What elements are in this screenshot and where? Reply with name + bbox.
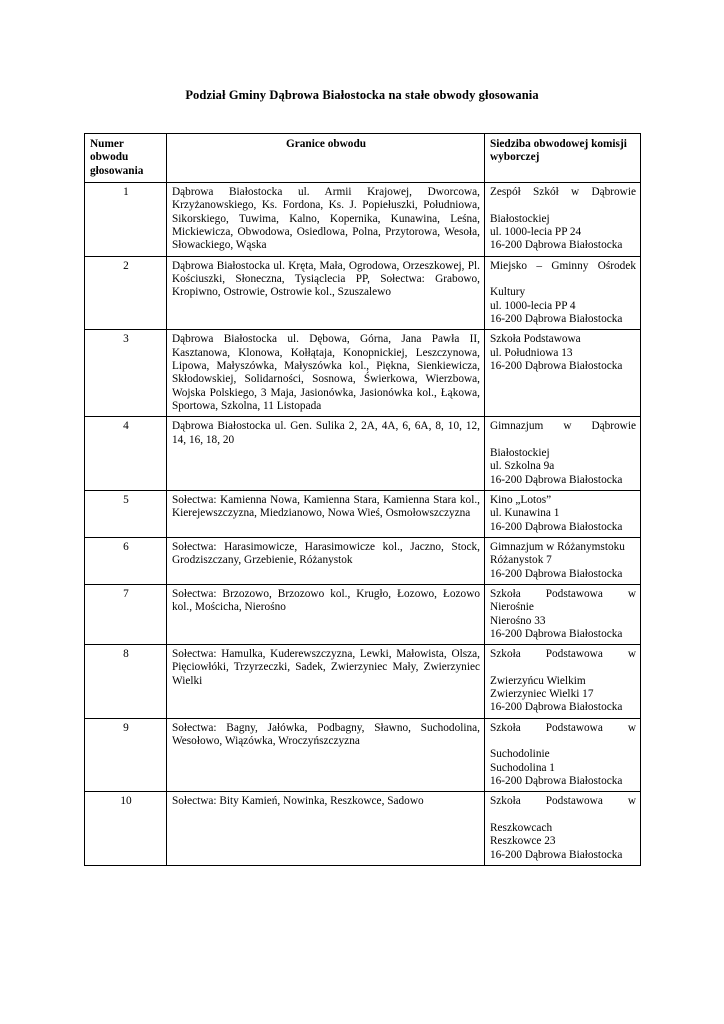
table-row: [85, 645, 641, 719]
seat-line: Szkoła Podstawowa: [490, 333, 581, 346]
seat-line: Szkoła Podstawowa w: [490, 721, 636, 734]
seat-line: Gimnazjum w Dąbrowie: [490, 420, 636, 433]
seat-line: Reszkowcach: [490, 822, 553, 835]
seat-line: Miejsko – Gminny Ośrodek: [490, 259, 636, 272]
column-header-number: [85, 134, 167, 183]
seat-line: 16-200 Dąbrowa Białostocka: [490, 312, 623, 325]
seat-line: ul. Szkolna 9a: [490, 460, 555, 473]
district-bounds: Sołectwa: Bity Kamień, Nowinka, Reszkowce, Sadowo: [167, 792, 485, 866]
table-row: [85, 182, 641, 256]
district-seat: [485, 718, 641, 792]
district-seat: [485, 490, 641, 537]
seat-line: 16-200 Dąbrowa Białostocka: [490, 567, 623, 580]
seat-line: Nierośno 33: [490, 614, 546, 627]
district-seat: [485, 584, 641, 644]
district-number: 10: [85, 792, 167, 866]
district-bounds: Sołectwa: Bagny, Jałówka, Podbagny, Sławno, Suchodolina, Wesołowo, Wiązówka, Wroczyńszczyzna: [167, 718, 485, 792]
seat-line: 16-200 Dąbrowa Białostocka: [490, 359, 623, 372]
seat-line: Białostockiej: [490, 446, 550, 459]
seat-line: Zwierzyńcu Wielkim: [490, 674, 586, 687]
seat-line: Reszkowce 23: [490, 835, 556, 848]
district-bounds: Dąbrowa Białostocka ul. Kręta, Mała, Ogrodowa, Orzeszkowej, Pl. Kościuszki, Słoneczna, Tysiąclecia PP, Sołectwa: Grabowo, Kropiwno, Ostrowie, Ostrowie kol., Szuszalewo: [167, 256, 485, 330]
seat-line: Białostockiej: [490, 212, 550, 225]
table-row: [85, 490, 641, 537]
district-seat: [485, 417, 641, 491]
district-seat: [485, 537, 641, 584]
district-seat: [485, 182, 641, 256]
table-header-row: [85, 134, 641, 183]
seat-line: ul. Kunawina 1: [490, 507, 560, 520]
district-number: 6: [85, 537, 167, 584]
seat-line: Kino „Lotos”: [490, 493, 552, 506]
seat-line: Szkoła Podstawowa w Nierośnie: [490, 587, 636, 614]
seat-line: ul. 1000-lecia PP 24: [490, 225, 582, 238]
column-header-number-line-2: obwodu: [90, 151, 129, 164]
column-header-seat-line-1: Siedziba obwodowej: [490, 138, 589, 150]
voting-districts-table: [84, 133, 641, 866]
seat-line: ul. Południowa 13: [490, 346, 573, 359]
district-bounds: Sołectwa: Kamienna Nowa, Kamienna Stara, Kamienna Stara kol., Kierejewszczyzna, Miedzianowo, Nowa Wieś, Osmołowszczyzna: [167, 490, 485, 537]
table-row: [85, 330, 641, 417]
seat-line: 16-200 Dąbrowa Białostocka: [490, 775, 623, 788]
district-number: 9: [85, 718, 167, 792]
column-header-number-line-1: Numer: [90, 138, 124, 150]
page-title: Podział Gminy Dąbrowa Białostocka na stałe obwody głosowania: [185, 88, 539, 102]
district-bounds: Sołectwa: Harasimowicze, Harasimowicze kol., Jaczno, Stock, Grodziszczany, Grzebienie, Różanystok: [167, 537, 485, 584]
table-body: [85, 182, 641, 865]
table-row: [85, 417, 641, 491]
seat-line: Kultury: [490, 286, 526, 299]
district-bounds: Dąbrowa Białostocka ul. Gen. Sulika 2, 2A, 4A, 6, 6A, 8, 10, 12, 14, 16, 18, 20: [167, 417, 485, 491]
seat-line: 16-200 Dąbrowa Białostocka: [490, 848, 623, 861]
district-seat: [485, 645, 641, 719]
seat-line: Suchodolina 1: [490, 761, 555, 774]
seat-line: Suchodolinie: [490, 748, 550, 761]
seat-line: Szkoła Podstawowa w: [490, 648, 636, 661]
table-row: [85, 537, 641, 584]
column-header-seat: [485, 134, 641, 183]
table-row: [85, 718, 641, 792]
seat-line: 16-200 Dąbrowa Białostocka: [490, 520, 623, 533]
table-row: [85, 584, 641, 644]
seat-line: Gimnazjum w Różanymstoku: [490, 540, 625, 553]
district-seat: [485, 256, 641, 330]
table-row: [85, 792, 641, 866]
district-seat: [485, 792, 641, 866]
district-seat: [485, 330, 641, 417]
district-bounds: Sołectwa: Hamulka, Kuderewszczyzna, Lewki, Małowista, Olsza, Pięciowłóki, Trzyrzeczki, Sadek, Zwierzyniec Mały, Zwierzyniec Wielki: [167, 645, 485, 719]
seat-line: 16-200 Dąbrowa Białostocka: [490, 627, 623, 640]
seat-line: Różanystok 7: [490, 554, 552, 567]
district-number: 7: [85, 584, 167, 644]
column-header-number-line-3: głosowania: [90, 164, 144, 177]
column-header-bounds: Granice obwodu: [167, 134, 485, 183]
district-bounds: Dąbrowa Białostocka ul. Dębowa, Górna, Jana Pawła II, Kasztanowa, Klonowa, Kołłątaja, Konopnickiej, Leszczynowa, Lipowa, Małyszówka, Małyszówka kol., Piękna, Sienkiewicza, Skłodowskiej, Solidarności, Sosnowa, Świerkowa, Wierzbowa, Wojska Polskiego, 3 Maja, Jasionówka, Jasionówka kol., Łąkowa, Sportowa, Szkolna, 11 Listopada: [167, 330, 485, 417]
district-number: 5: [85, 490, 167, 537]
district-bounds: Sołectwa: Brzozowo, Brzozowo kol., Krugło, Łozowo, Łozowo kol., Mościcha, Nierośno: [167, 584, 485, 644]
seat-line: Zwierzyniec Wielki 17: [490, 688, 594, 701]
seat-line: ul. 1000-lecia PP 4: [490, 299, 576, 312]
seat-line: 16-200 Dąbrowa Białostocka: [490, 473, 623, 486]
seat-line: 16-200 Dąbrowa Białostocka: [490, 239, 623, 252]
seat-line: Szkoła Podstawowa w: [490, 795, 636, 808]
district-bounds: Dąbrowa Białostocka ul. Armii Krajowej, Dworcowa, Krzyżanowskiego, Ks. Fordona, Ks. J. Popiełuszki, Południowa, Sikorskiego, Tuwima, Kalno, Kopernika, Kunawina, Leśna, Mickiewicza, Obwodowa, Osiedlowa, Polna, Przytorowa, Wesoła, Słowackiego, Wąska: [167, 182, 485, 256]
column-header-seat-line-2: komisji wyborczej: [490, 138, 627, 164]
district-number: 3: [85, 330, 167, 417]
district-number: 4: [85, 417, 167, 491]
seat-line: 16-200 Dąbrowa Białostocka: [490, 701, 623, 714]
district-number: 8: [85, 645, 167, 719]
district-number: 1: [85, 182, 167, 256]
district-number: 2: [85, 256, 167, 330]
seat-line: Zespół Szkół w Dąbrowie: [490, 185, 636, 198]
table-row: [85, 256, 641, 330]
